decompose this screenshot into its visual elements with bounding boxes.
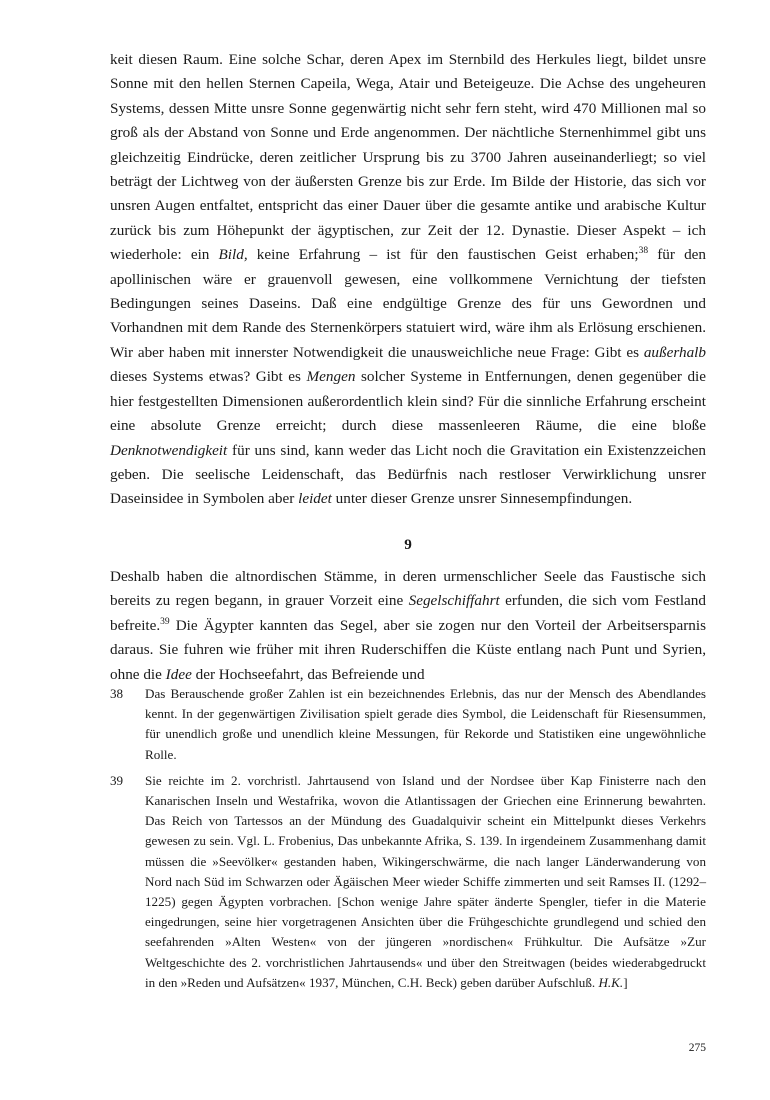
footnotes xyxy=(110,684,706,999)
paragraph-1: keit diesen Raum. Eine solche Schar, deren Apex im Sternbild des Herkules liegt, bildet unsre Sonne mit den hellen Sternen Capeila, Wega, Atair und Beteigeuze. Die Achse des ungeheuren Systems, dessen Mitte unsre Sonne gegenwärtig nicht sehr fern steht, wird 470 Millionen mal so groß als der Abstand von Sonne und Erde angenommen. Der nächtliche Sternenhimmel gibt uns gleichzeitig Eindrücke, deren zeitlicher Ursprung bis zu 3700 Jahren auseinanderliegt; so viel beträgt der Lichtweg von der äußersten Grenze bis zur Erde. Im Bilde der Historie, das sich vor unsren Augen entfaltet, entspricht das einer Dauer über die gesamte antike und arabische Kultur zurück bis zum Höhepunkt der ägyptischen, zur Zeit der 12. Dynastie. Dieser Aspekt – ich wiederhole: ein Bild, keine Erfahrung – ist für den faustischen Geist erhaben;$^{38}$ für den apollinischen wäre er grauenvoll gewesen, eine vollkommene Vernichtung der tiefsten Bedingungen seines Daseins. Daß eine endgültige Grenze des für uns Gewordnen und Vorhandnen mit dem Rande des Sternenkörpers statuiert wird, wäre ihm als Erlösung erschienen. Wir aber haben mit innerster Notwendigkeit die unausweichliche neue Frage: Gibt es außerhalb dieses Systems etwas? Gibt es Mengen solcher Systeme in Entfernungen, denen gegenüber die hier festgestellten Dimensionen außerordentlich klein sind? Für die sinnliche Erfahrung erscheint eine absolute Grenze erreicht; durch diese massenleeren Räume, die eine bloße Denknotwendigkeit für uns sind, kann weder das Licht noch die Gravitation ein Existenzzeichen geben. Die seelische Leidenschaft, das Bedürfnis nach restloser Verwirklichung unsrer Daseinsidee in Symbolen aber leidet unter dieser Grenze unsrer Sinnesempfindungen. xyxy=(110,51,707,508)
main-text-block-2 xyxy=(110,565,706,687)
footnote-ref-39[interactable]: 39 xyxy=(160,616,170,627)
page-number: 275 xyxy=(688,1042,706,1054)
footnote-39 xyxy=(110,771,706,993)
closing-bracket: ] xyxy=(623,974,628,990)
emphasis-leidet: leidet xyxy=(298,490,332,508)
footnote-number: 38 xyxy=(110,686,124,701)
main-text-block-1 xyxy=(110,48,706,512)
emphasis-ausserhalb: außerhalb xyxy=(643,343,706,361)
emphasis-denknotwendigkeit: Denknotwendigkeit xyxy=(110,441,228,459)
emphasis-mengen: Mengen xyxy=(306,368,356,386)
emphasis-bild: Bild, xyxy=(218,246,248,264)
paragraph-2: Deshalb haben die altnordischen Stämme, in deren urmenschlicher Seele das Faustische sich bereits zu regen begann, in grauer Vorzeit eine Segelschiffahrt erfunden, die sich vom Festland befreite.$^{39}$ Die Ägypter kannten das Segel, aber sie zogen nur den Vorteil der Arbeitsersparnis daraus. Sie fuhren wie früher mit ihren Ruderschiffen die Küste entlang nach Punt und Syrien, ohne die Idee der Hochseefahrt, das Befreiende und xyxy=(110,568,706,683)
emphasis-segelschiffahrt: Segelschiffahrt xyxy=(408,592,500,610)
footnote-text: Das Berauschende großer Zahlen ist ein bezeichnendes Erlebnis, das nur der Mensch des Abendlandes kennt. In der gegenwärtigen Zivilisation spielt gerade dies Symbol, die Leidenschaft für Riesensummen, für unendlich große und unendlich kleine Messungen, für Rekorde und Statistiken eine ungewöhnliche Rolle. xyxy=(145,686,706,762)
footnote-text: Sie reichte im 2. vorchristl. Jahrtausend von Island und der Nordsee über Kap Finisterre nach den Kanarischen Inseln und Westafrika, wovon die Atlantissagen der Griechen eine Erinnerung bewahrten. Das Reich von Tartessos an der Mündung des Guadalquivir scheint ein Mittelpunkt dieses Verkehrs gewesen zu sein. Vgl. L. Frobenius, Das unbekannte Afrika, S. 139. In irgendeinem Zusammenhang damit müssen die »Seevölker« gestanden haben, Wikingerschwärme, die nach langer Länderwanderung von Nord nach Süd im Schwarzen oder Ägäischen Meer wieder Schiffe zimmerten und seit Ramses II. (1292–1225) gegen Ägypten vorbrachen. [Schon wenige Jahre später änderte Spengler, tiefer in die Materie eingedrungen, seine hier vorgetragenen Ansichten über die Frühgeschichte grundlegend und schied den seefahrenden »Alten Westen« von der jüngeren »nordischen« Frühkultur. Die Aufsätze »Zur Weltgeschichte des 2. vorchristlichen Jahrtausends« und über den Streitwagen (beides wiederabgedruckt in den »Reden und Aufsätzen« 1937, München, C.H. Beck) geben darüber Aufschluß. xyxy=(145,772,706,990)
editor-signature: H.K. xyxy=(598,974,624,990)
emphasis-idee: Idee xyxy=(165,665,192,683)
footnote-number: 39 xyxy=(110,772,124,788)
section-number: 9 xyxy=(404,536,412,553)
footnote-ref-38[interactable]: 38 xyxy=(638,246,649,257)
footnote-38 xyxy=(110,684,706,765)
